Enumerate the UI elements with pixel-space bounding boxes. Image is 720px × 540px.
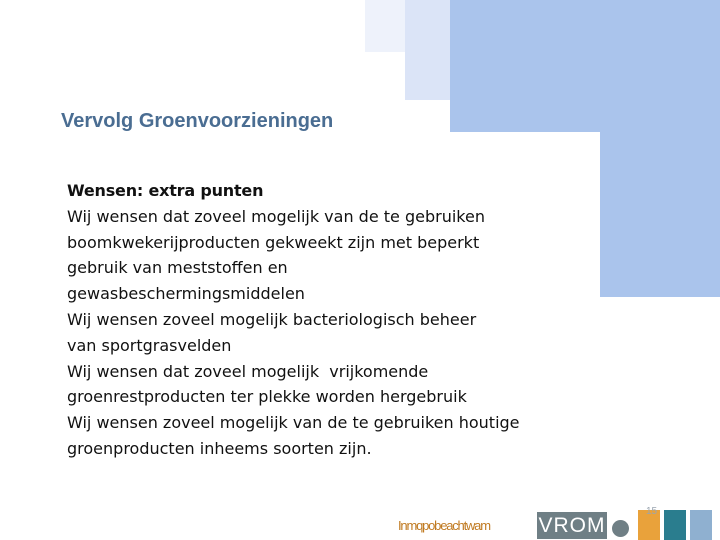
wish-paragraph [67, 204, 627, 307]
wish-paragraph [67, 307, 627, 359]
paragraph-line: van sportgrasvelden [67, 335, 232, 355]
slide-title: Vervolg Groenvoorzieningen [61, 110, 334, 132]
vrom-logo [537, 512, 607, 539]
wish-paragraph [67, 359, 627, 411]
wish-paragraph [67, 410, 627, 462]
paragraph-line: Wij wensen zoveel mogelijk bacteriologisch beheer [67, 309, 477, 329]
paragraph-line: gebruik van meststoffen en [67, 258, 288, 278]
page-number: 15 [646, 506, 658, 517]
section-heading: Wensen: extra punten [67, 181, 264, 200]
paragraph-line: Wij wensen zoveel mogelijk van de te gebruiken houtige [67, 413, 520, 433]
paragraph-line: gewasbeschermingsmiddelen [67, 284, 305, 304]
paragraph-line: Wij wensen dat zoveel mogelijk vrijkomende [67, 361, 429, 381]
footer-stripe-blue [690, 510, 712, 540]
slide-body [67, 178, 627, 462]
vrom-logo-text: VROM [538, 513, 606, 537]
footer-tagline: Inmqpobeachtwam [398, 518, 490, 533]
paragraph-line: Wij wensen dat zoveel mogelijk van de te gebruiken [67, 206, 485, 226]
background-block-mid [405, 0, 450, 100]
logo-dot-icon [612, 520, 629, 537]
paragraph-line: groenproducten inheems soorten zijn. [67, 438, 372, 458]
paragraph-line: groenrestproducten ter plekke worden hergebruik [67, 387, 467, 407]
footer-stripe-teal [664, 510, 686, 540]
paragraph-line: boomkwekerijproducten gekweekt zijn met beperkt [67, 232, 480, 252]
background-block-blue [450, 0, 720, 132]
slide-footer [0, 500, 720, 540]
